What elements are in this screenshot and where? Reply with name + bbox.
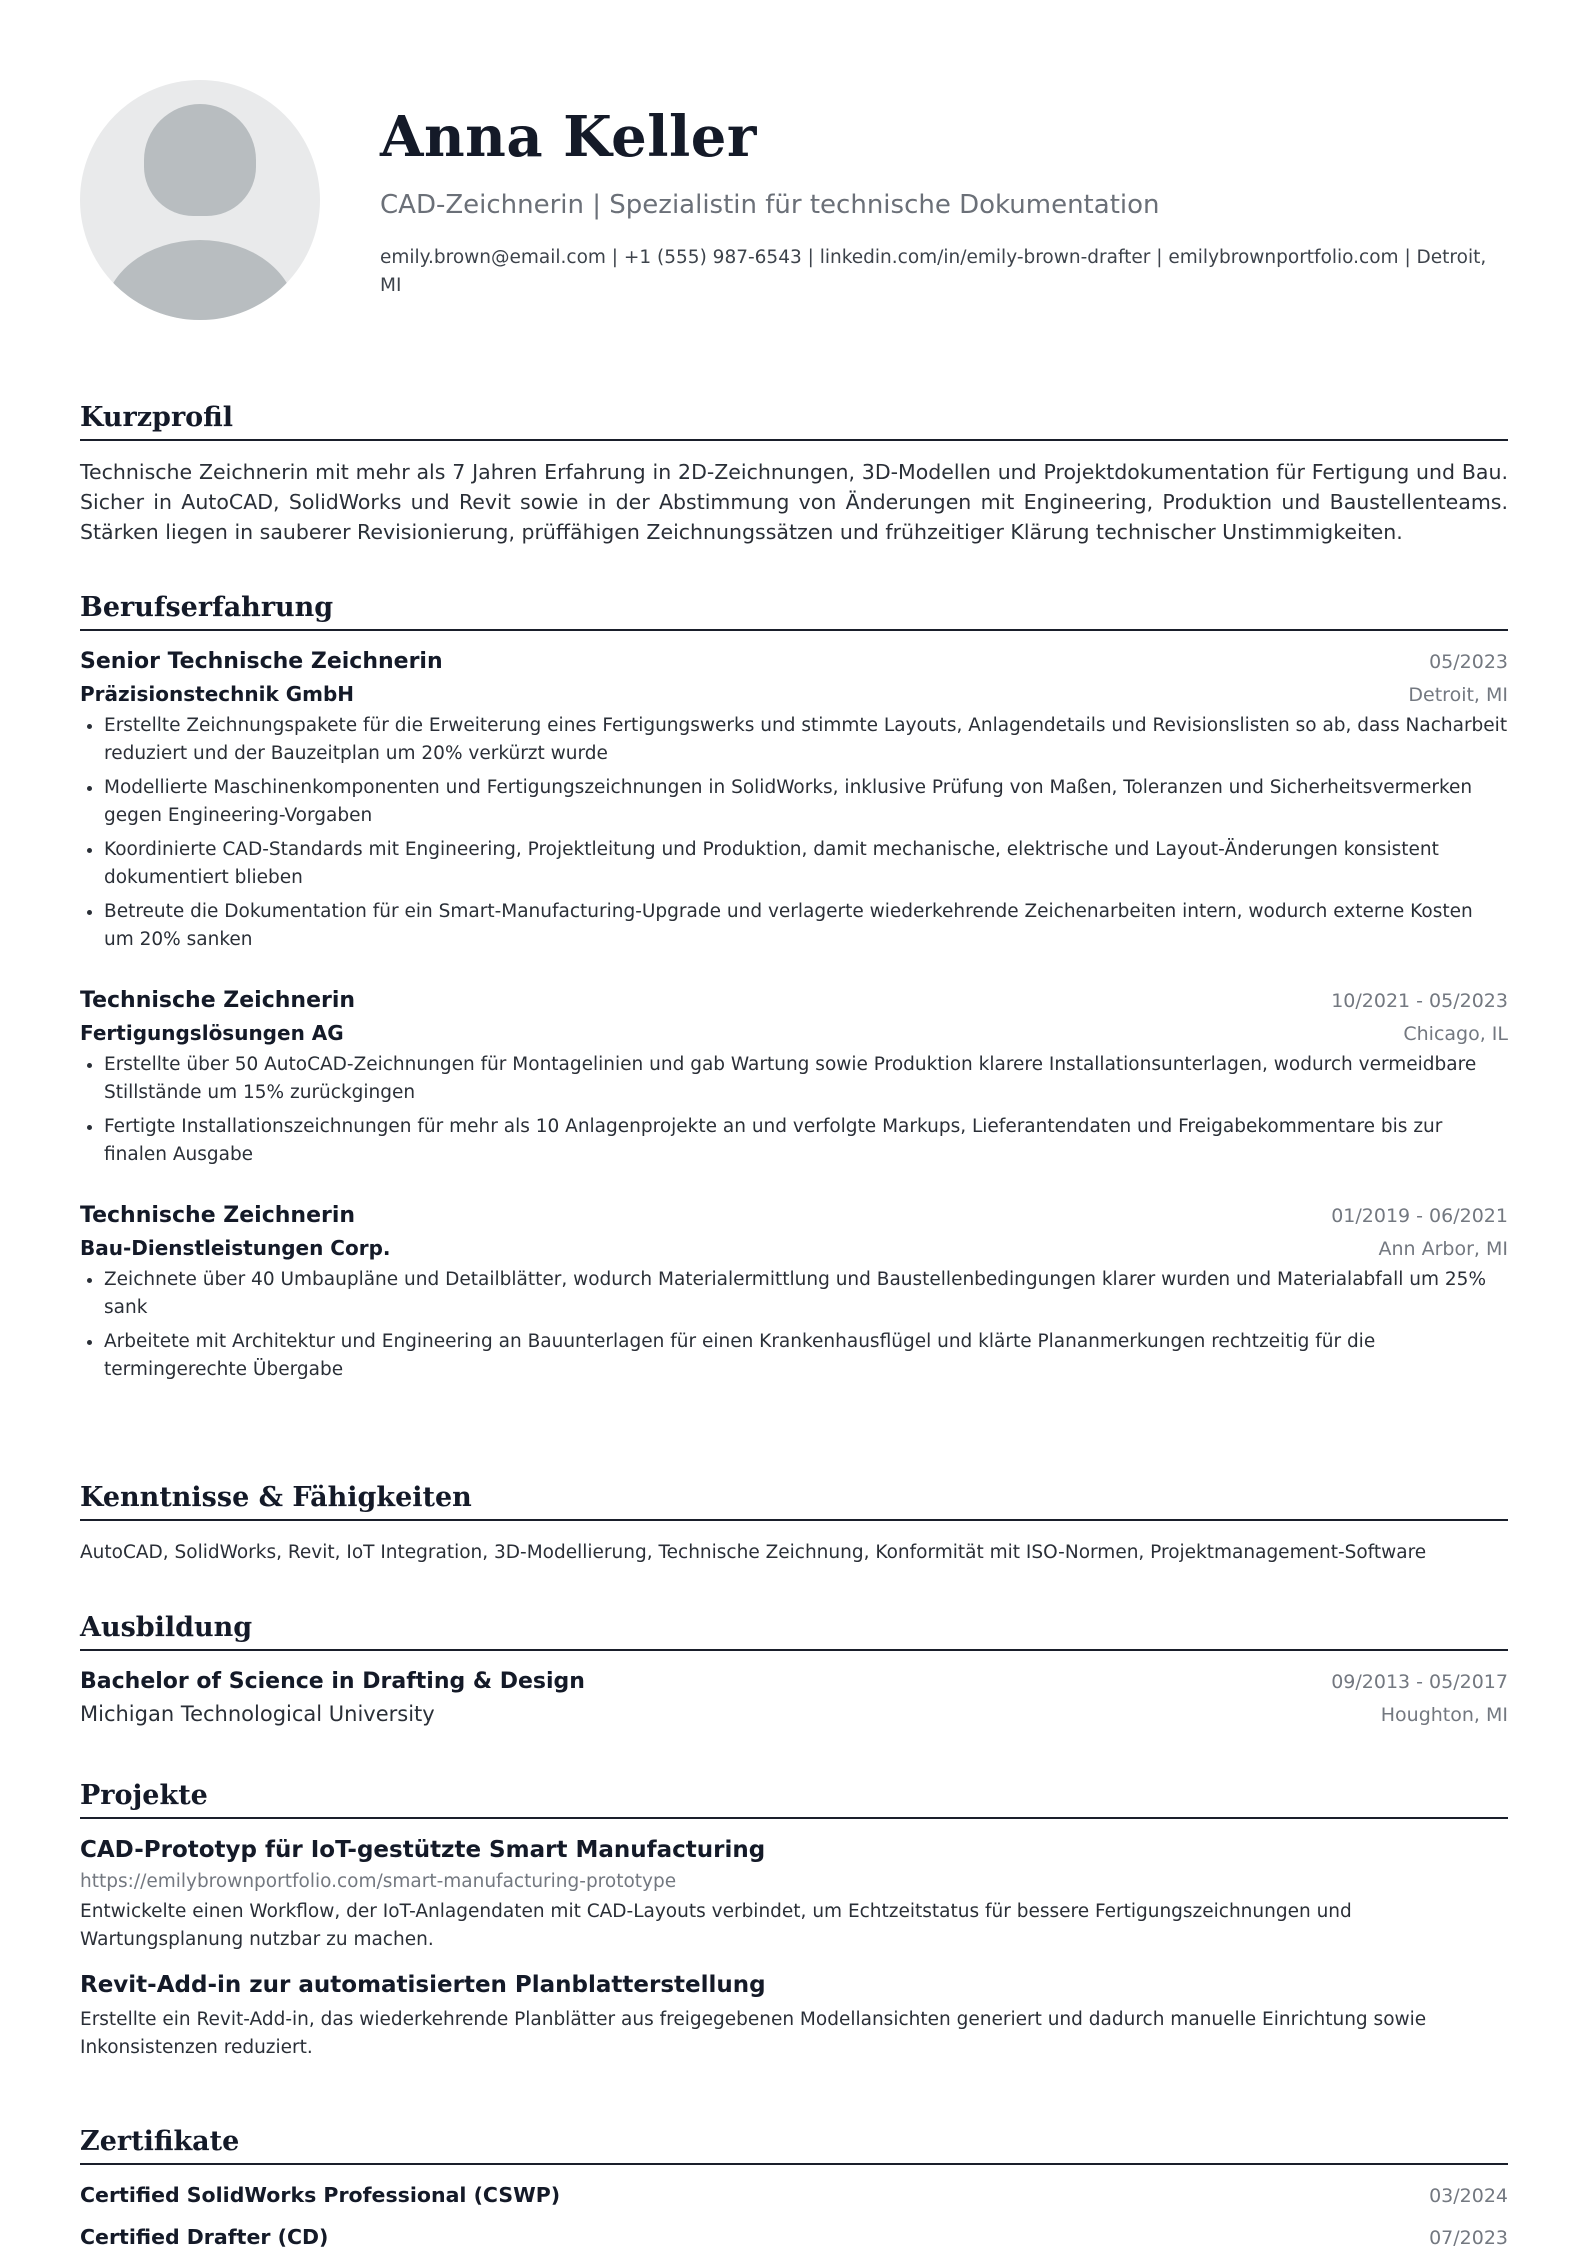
project-title: CAD-Prototyp für IoT-gestützte Smart Manufacturing bbox=[80, 1837, 766, 1863]
job-entry bbox=[80, 988, 1508, 1169]
section-title-projects: Projekte bbox=[80, 1780, 1508, 1819]
job-bullets bbox=[80, 1266, 1508, 1384]
job-bullets bbox=[80, 712, 1508, 954]
job-entry bbox=[80, 1203, 1508, 1384]
job-bullet: • Modellierte Maschinenkomponenten und Fertigungszeichnungen in SolidWorks, inklusive Prüfung von Maßen, Toleranzen und Sicherheitsvermerken gegen Engineering-Vorgaben bbox=[104, 774, 1508, 830]
job-date: 10/2021 - 05/2023 bbox=[1331, 990, 1508, 1012]
project-description: Entwickelte einen Workflow, der IoT-Anlagendaten mit CAD-Layouts verbindet, um Echtzeitstatus für bessere Fertigungszeichnungen und Wartungsplanung nutzbar zu machen. bbox=[80, 1901, 1352, 1950]
avatar-head-icon bbox=[144, 104, 256, 216]
project-entry bbox=[80, 1837, 1508, 1954]
certificate-date: 03/2024 bbox=[1429, 2185, 1508, 2207]
job-location: Detroit, MI bbox=[1408, 684, 1508, 706]
job-location: Ann Arbor, MI bbox=[1378, 1238, 1508, 1260]
project-entry bbox=[80, 1972, 1508, 2062]
certificate-title: Certified SolidWorks Professional (CSWP) bbox=[80, 2183, 561, 2207]
education-degree: Bachelor of Science in Drafting & Design bbox=[80, 1669, 585, 1694]
project-title: Revit-Add-in zur automatisierten Planblatterstellung bbox=[80, 1972, 766, 1998]
contact-line: emily.brown@email.com | +1 (555) 987-6543 | linkedin.com/in/emily-brown-drafter | emilybrownportfolio.com | Detroit, MI bbox=[380, 247, 1487, 296]
section-skills bbox=[80, 1482, 1508, 1567]
job-company: Fertigungslösungen AG bbox=[80, 1021, 344, 1045]
certificate-entry bbox=[80, 2183, 1508, 2207]
certificate-date: 07/2023 bbox=[1429, 2227, 1508, 2249]
section-title-profile: Kurzprofil bbox=[80, 402, 1508, 441]
education-location: Houghton, MI bbox=[1380, 1704, 1508, 1726]
certificate-entry bbox=[80, 2225, 1508, 2249]
job-bullet: • Betreute die Dokumentation für ein Smart-Manufacturing-Upgrade und verlagerte wiederkehrende Zeichenarbeiten intern, wodurch externe Kosten um 20% sanken bbox=[104, 898, 1508, 954]
job-title: Technische Zeichnerin bbox=[80, 1203, 356, 1228]
job-bullet: • Erstellte über 50 AutoCAD-Zeichnungen für Montagelinien und gab Wartung sowie Produktion klarere Installationsunterlagen, wodurch vermeidbare Stillstände um 15% zurückgingen bbox=[104, 1051, 1508, 1107]
section-projects bbox=[80, 1780, 1508, 2062]
job-company: Bau-Dienstleistungen Corp. bbox=[80, 1236, 391, 1260]
job-location: Chicago, IL bbox=[1403, 1023, 1508, 1045]
resume-page bbox=[80, 0, 1508, 2249]
section-title-education: Ausbildung bbox=[80, 1612, 1508, 1651]
job-bullet: • Zeichnete über 40 Umbaupläne und Detailblätter, wodurch Materialermittlung und Baustellenbedingungen klarer wurden und Materialabfall um 25% sank bbox=[104, 1266, 1508, 1322]
section-education bbox=[80, 1612, 1508, 1726]
education-date: 09/2013 - 05/2017 bbox=[1331, 1671, 1508, 1693]
job-title: Technische Zeichnerin bbox=[80, 988, 356, 1013]
section-experience bbox=[80, 592, 1508, 1390]
section-profile bbox=[80, 402, 1508, 547]
education-school: Michigan Technological University bbox=[80, 1702, 435, 1726]
avatar bbox=[80, 80, 320, 320]
job-bullet: • Fertigte Installationszeichnungen für mehr als 10 Anlagenprojekte an und verfolgte Markups, Lieferantendaten und Freigabekommentare bis zur finalen Ausgabe bbox=[104, 1113, 1508, 1169]
job-bullets bbox=[80, 1051, 1508, 1169]
job-bullet: • Arbeitete mit Architektur und Engineering an Bauunterlagen für einen Krankenhausflügel und klärte Plananmerkungen rechtzeitig für die termingerechte Übergabe bbox=[104, 1328, 1508, 1384]
candidate-name: Anna Keller bbox=[380, 104, 757, 170]
job-bullet: • Erstellte Zeichnungspakete für die Erweiterung eines Fertigungswerks und stimmte Layouts, Anlagendetails und Revisionslisten so ab, dass Nacharbeit reduziert und der Bauzeitplan um 20% verkürzt wurde bbox=[104, 712, 1508, 768]
profile-text: Technische Zeichnerin mit mehr als 7 Jahren Erfahrung in 2D-Zeichnungen, 3D-Modellen und Projektdokumentation für Fertigung und Bau. Sicher in AutoCAD, SolidWorks und Revit sowie in der Abstimmung von Änderungen mit Engineering, Produktion und Baustellenteams. Stärken liegen in sauberer Revisionierung, prüffähigen Zeichnungssätzen und frühzeitiger Klärung technischer Unstimmigkeiten. bbox=[80, 460, 1508, 544]
skills-text: AutoCAD, SolidWorks, Revit, IoT Integration, 3D-Modellierung, Technische Zeichnung, Konformität mit ISO-Normen, Projektmanagement-Software bbox=[80, 1542, 1427, 1563]
job-company: Präzisionstechnik GmbH bbox=[80, 682, 355, 706]
avatar-body-icon bbox=[104, 240, 296, 320]
job-date: 05/2023 bbox=[1429, 651, 1508, 673]
resume-header bbox=[80, 0, 1508, 340]
section-title-skills: Kenntnisse & Fähigkeiten bbox=[80, 1482, 1508, 1521]
section-certificates bbox=[80, 2126, 1508, 2249]
project-description: Erstellte ein Revit-Add-in, das wiederkehrende Planblätter aus freigegebenen Modellansichten generiert und dadurch manuelle Einrichtung sowie Inkonsistenzen reduziert. bbox=[80, 2009, 1427, 2058]
job-entry bbox=[80, 649, 1508, 954]
section-title-experience: Berufserfahrung bbox=[80, 592, 1508, 631]
job-bullet: • Koordinierte CAD-Standards mit Engineering, Projektleitung und Produktion, damit mechanische, elektrische und Layout-Änderungen konsistent dokumentiert blieben bbox=[104, 836, 1508, 892]
section-title-certificates: Zertifikate bbox=[80, 2126, 1508, 2165]
project-link[interactable]: https://emilybrownportfolio.com/smart-manufacturing-prototype bbox=[80, 1871, 677, 1892]
job-title: Senior Technische Zeichnerin bbox=[80, 649, 443, 674]
job-date: 01/2019 - 06/2021 bbox=[1331, 1205, 1508, 1227]
certificate-title: Certified Drafter (CD) bbox=[80, 2225, 329, 2249]
candidate-subtitle: CAD-Zeichnerin | Spezialistin für technische Dokumentation bbox=[380, 190, 1160, 220]
